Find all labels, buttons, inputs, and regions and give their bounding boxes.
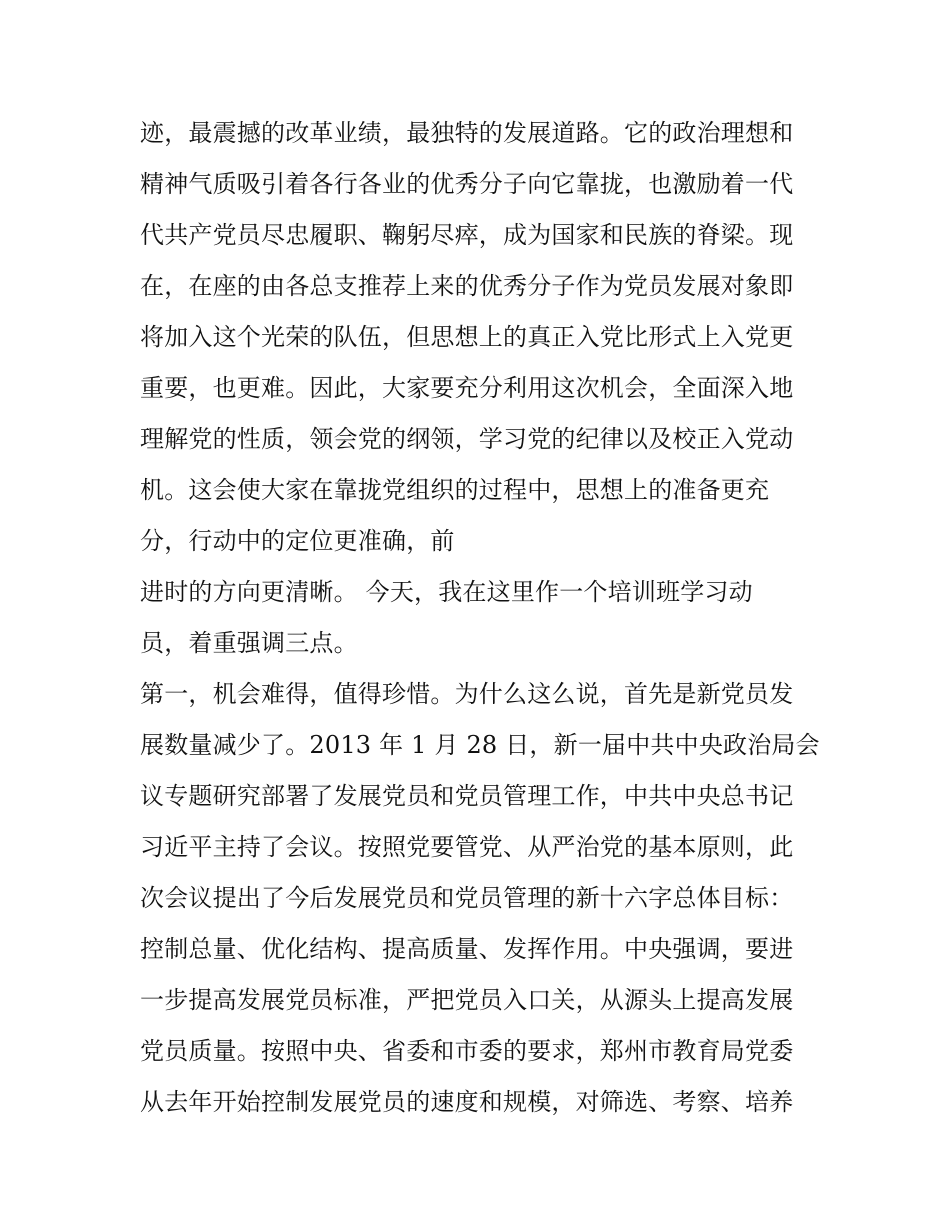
text-line: 党员质量。按照中央、省委和市委的要求，郑州市教育局党委 bbox=[140, 1037, 794, 1065]
text-line: 议专题研究部署了发展党员和党员管理工作，中共中央总书记 bbox=[140, 782, 794, 810]
text-line: 员，着重强调三点。 bbox=[140, 629, 358, 657]
text-line: 迹，最震撼的改革业绩，最独特的发展道路。它的政治理想和 bbox=[140, 119, 794, 147]
text-line: 第一，机会难得，值得珍惜。为什么这么说，首先是新党员发 bbox=[140, 680, 794, 708]
text-line: 重要，也更难。因此，大家要充分利用这次机会，全面深入地 bbox=[140, 374, 794, 402]
text-line: 分，行动中的定位更准确，前 bbox=[140, 527, 455, 555]
text-line: 习近平主持了会议。按照党要管党、从严治党的基本原则，此 bbox=[140, 833, 794, 861]
text-line: 理解党的性质，领会党的纲领，学习党的纪律以及校正入党动 bbox=[140, 425, 794, 453]
text-line: 次会议提出了今后发展党员和党员管理的新十六字总体目标： bbox=[140, 884, 794, 912]
body-text bbox=[140, 108, 820, 1128]
text-line: 代共产党员尽忠履职、鞠躬尽瘁，成为国家和民族的脊梁。现 bbox=[140, 221, 794, 249]
text-line: 进时的方向更清晰。 今天，我在这里作一个培训班学习动 bbox=[140, 578, 753, 606]
text-line: 一步提高发展党员标准，严把党员入口关，从源头上提高发展 bbox=[140, 986, 794, 1014]
text-line: 从去年开始控制发展党员的速度和规模，对筛选、考察、培养 bbox=[140, 1088, 794, 1116]
text-line: 展数量减少了。2013 年 1 月 28 日，新一届中共中央政治局会 bbox=[140, 731, 820, 759]
text-line: 机。这会使大家在靠拢党组织的过程中，思想上的准备更充 bbox=[140, 476, 770, 504]
text-line: 控制总量、优化结构、提高质量、发挥作用。中央强调，要进 bbox=[140, 935, 794, 963]
text-line: 精神气质吸引着各行各业的优秀分子向它靠拢，也激励着一代 bbox=[140, 170, 794, 198]
text-line: 在，在座的由各总支推荐上来的优秀分子作为党员发展对象即 bbox=[140, 272, 794, 300]
text-line: 将加入这个光荣的队伍，但思想上的真正入党比形式上入党更 bbox=[140, 323, 794, 351]
